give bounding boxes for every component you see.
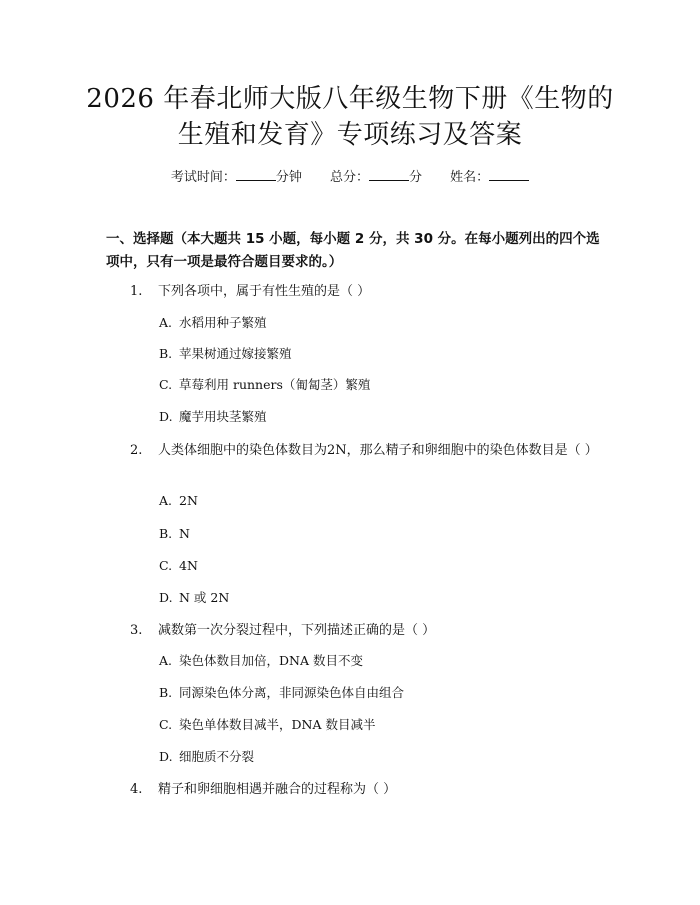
option-1a [159, 314, 267, 332]
option-3c [159, 716, 375, 734]
exam-meta [0, 168, 700, 187]
option-text: 水稻用种子繁殖 [179, 315, 267, 330]
option-letter: B. [159, 526, 173, 541]
option-2b [159, 525, 190, 543]
option-text: N 或 2N [179, 590, 230, 605]
option-text: 苹果树通过嫁接繁殖 [179, 346, 292, 361]
option-letter: C. [159, 717, 173, 732]
question-number: 3. [130, 623, 143, 638]
option-text: 细胞质不分裂 [179, 749, 255, 764]
question-1 [106, 280, 602, 303]
option-text: 染色单体数目减半，DNA 数目减半 [179, 717, 376, 732]
name-field [450, 168, 529, 187]
question-number: 4. [130, 782, 143, 797]
time-blank [236, 168, 276, 181]
time-unit: 分钟 [275, 170, 302, 185]
question-number: 2. [130, 443, 143, 458]
question-number: 1. [130, 284, 143, 299]
option-text: 2N [179, 493, 198, 508]
option-letter: B. [159, 685, 173, 700]
section-heading: 一、选择题（本大题共 15 小题，每小题 2 分，共 30 分。在每小题列出的四个选项中，只有一项是最符合题目要求的。） [106, 231, 600, 270]
option-text: 4N [179, 558, 198, 573]
option-2a [159, 492, 198, 510]
question-text: 下列各项中，属于有性生殖的是（ ） [158, 284, 371, 299]
time-field [171, 168, 302, 187]
option-letter: A. [159, 653, 173, 668]
option-letter: C. [159, 558, 173, 573]
option-letter: A. [159, 315, 173, 330]
score-label: 总分： [329, 170, 369, 185]
question-text: 精子和卵细胞相遇并融合的过程称为（ ） [158, 782, 397, 797]
option-text: 染色体数目加倍，DNA 数目不变 [179, 653, 363, 668]
time-label: 考试时间： [170, 170, 236, 185]
name-blank [489, 168, 529, 181]
option-text: N [179, 526, 190, 541]
page-title-line2: 生殖和发育》专项练习及答案 [177, 120, 523, 150]
question-3 [106, 619, 602, 642]
score-field [330, 168, 422, 187]
question-text: 人类体细胞中的染色体数目为2N，那么精子和卵细胞中的染色体数目是（ ） [158, 443, 598, 458]
option-text: 草莓利用 runners（匍匐茎）繁殖 [179, 377, 371, 392]
question-4 [106, 778, 602, 801]
name-label: 姓名： [450, 170, 490, 185]
option-1d [159, 408, 267, 426]
option-letter: D. [159, 409, 173, 424]
score-unit: 分 [409, 170, 423, 185]
option-letter: B. [159, 346, 173, 361]
option-letter: D. [159, 749, 173, 764]
option-2c [159, 557, 198, 575]
option-text: 魔芋用块茎繁殖 [179, 409, 267, 424]
question-text: 减数第一次分裂过程中，下列描述正确的是（ ） [158, 623, 436, 638]
option-1b [159, 345, 292, 363]
option-letter: A. [159, 493, 173, 508]
option-text: 同源染色体分离，非同源染色体自由组合 [179, 685, 405, 700]
option-2d [159, 589, 229, 607]
page-title-line1: 2026 年春北师大版八年级生物下册《生物的 [86, 84, 614, 114]
score-blank [369, 168, 409, 181]
option-3b [159, 684, 404, 702]
option-letter: D. [159, 590, 173, 605]
option-3d [159, 748, 254, 766]
option-3a [159, 652, 363, 670]
option-letter: C. [159, 377, 173, 392]
question-2 [106, 439, 602, 462]
option-1c [159, 376, 370, 394]
